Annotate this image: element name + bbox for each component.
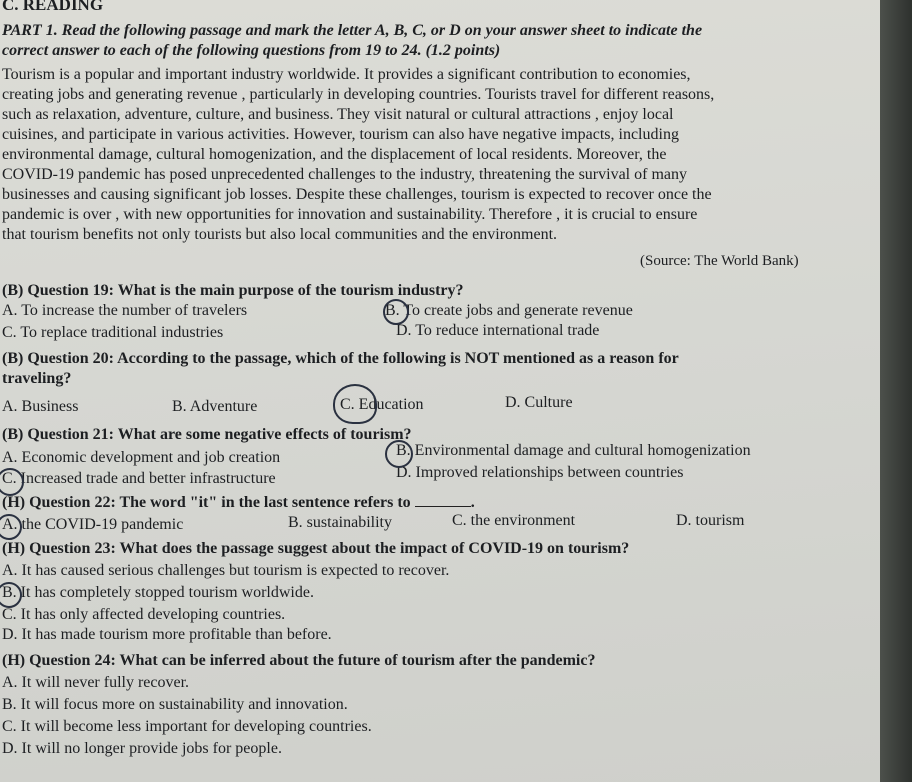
q23-option-d[interactable]: D. It has made tourism more profitable than before.	[2, 626, 332, 643]
passage-line: COVID-19 pandemic has posed unprecedented challenges to the industry, threatening the survival of many	[2, 166, 687, 183]
q19-option-c[interactable]: C. To replace traditional industries	[2, 324, 224, 341]
question-21-stem: (B) Question 21: What are some negative effects of tourism?	[2, 426, 412, 443]
q24-option-b[interactable]: B. It will focus more on sustainability and innovation.	[2, 696, 348, 713]
q21-option-b[interactable]: B. Environmental damage and cultural homogenization	[396, 442, 751, 459]
q22-option-a[interactable]: A. the COVID-19 pandemic	[2, 516, 184, 533]
passage-line: Tourism is a popular and important industry worldwide. It provides a significant contribution to economies,	[2, 66, 691, 83]
answer-circle-mark	[0, 468, 24, 496]
q22-option-d[interactable]: D. tourism	[676, 512, 745, 529]
passage-line: that tourism benefits not only tourists but also local communities and the environment.	[2, 226, 558, 243]
q19-option-b[interactable]: B. To create jobs and generate revenue	[385, 302, 633, 319]
section-title: C. READING	[2, 0, 104, 14]
q20-option-d[interactable]: D. Culture	[505, 394, 573, 411]
q20-option-a[interactable]: A. Business	[2, 398, 79, 415]
q21-option-c[interactable]: C. Increased trade and better infrastructure	[2, 470, 276, 487]
question-23-stem: (H) Question 23: What does the passage suggest about the impact of COVID-19 on tourism?	[2, 540, 630, 557]
q24-option-a[interactable]: A. It will never fully recover.	[2, 674, 190, 691]
source-citation: (Source: The World Bank)	[640, 253, 799, 269]
q24-option-c[interactable]: C. It will become less important for developing countries.	[2, 718, 372, 735]
answer-circle-mark	[383, 299, 409, 325]
q19-option-d[interactable]: D. To reduce international trade	[396, 322, 600, 339]
q22-option-b[interactable]: B. sustainability	[288, 514, 392, 531]
q21-option-a[interactable]: A. Economic development and job creation	[2, 449, 281, 466]
question-22-stem	[2, 494, 475, 512]
q22-option-c[interactable]: C. the environment	[452, 512, 576, 529]
q23-option-b[interactable]: B. It has completely stopped tourism worldwide.	[2, 584, 314, 601]
q23-option-a[interactable]: A. It has caused serious challenges but tourism is expected to recover.	[2, 562, 450, 579]
passage-line: creating jobs and generating revenue , particularly in developing countries. Tourists travel for different reasons,	[2, 86, 715, 103]
part-instruction-line-2: correct answer to each of the following questions from 19 to 24. (1.2 points)	[2, 42, 501, 59]
q20-option-b[interactable]: B. Adventure	[172, 398, 258, 415]
passage-line: cuisines, and participate in various activities. However, tourism can also have negative impacts, including	[2, 126, 679, 143]
passage-line: businesses and causing significant job losses. Despite these challenges, tourism is expected to recover once the	[2, 186, 712, 203]
background-edge	[880, 0, 912, 782]
part-instruction-line-1: PART 1. Read the following passage and mark the letter A, B, C, or D on your answer sheet to indicate the	[2, 22, 703, 39]
question-22-stem-end: .	[470, 494, 475, 511]
answer-circle-mark	[0, 514, 22, 540]
q24-option-d[interactable]: D. It will no longer provide jobs for people.	[2, 740, 282, 757]
passage-line: such as relaxation, adventure, culture, and business. They visit natural or cultural attractions , enjoy local	[2, 106, 674, 123]
q21-option-d[interactable]: D. Improved relationships between countries	[396, 464, 684, 481]
answer-blank	[415, 494, 471, 507]
answer-circle-mark	[0, 582, 22, 608]
q20-option-c[interactable]: C. Education	[340, 396, 424, 413]
question-20-stem-line-2: traveling?	[2, 370, 72, 387]
answer-circle-mark	[333, 384, 377, 424]
question-20-stem-line-1: (B) Question 20: According to the passage, which of the following is NOT mentioned as a reason for	[2, 350, 679, 367]
passage-line: pandemic is over , with new opportunities for innovation and sustainability. Therefore , it is crucial to ensure	[2, 206, 698, 223]
question-22-stem-text: (H) Question 22: The word "it" in the last sentence refers to	[2, 494, 411, 511]
q19-option-a[interactable]: A. To increase the number of travelers	[2, 302, 248, 319]
question-19-stem: (B) Question 19: What is the main purpose of the tourism industry?	[2, 282, 464, 299]
passage-line: environmental damage, cultural homogenization, and the displacement of local residents. Moreover, the	[2, 146, 667, 163]
q23-option-c[interactable]: C. It has only affected developing countries.	[2, 606, 286, 623]
question-24-stem: (H) Question 24: What can be inferred about the future of tourism after the pandemic?	[2, 652, 596, 669]
answer-circle-mark	[385, 440, 413, 468]
